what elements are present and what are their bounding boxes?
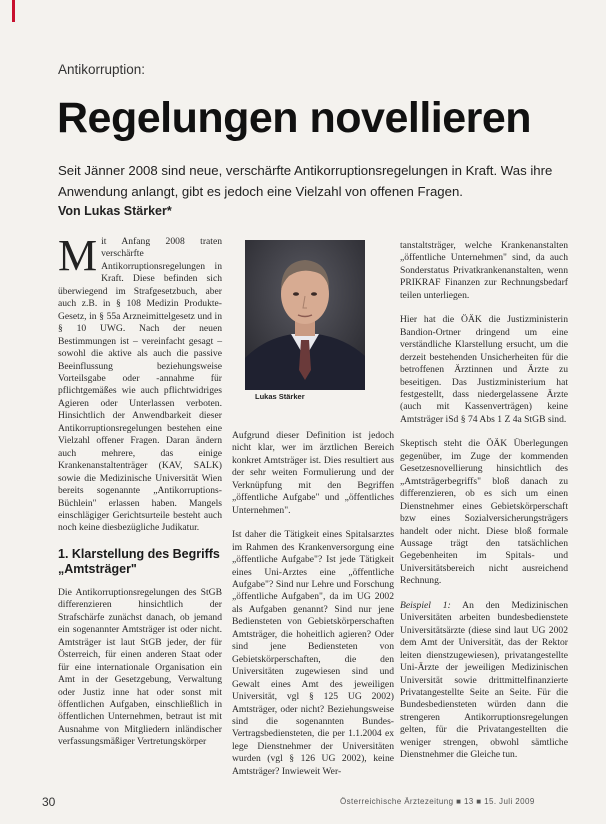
section-kicker: Antikorruption: [58, 62, 146, 77]
column-1 [58, 231, 222, 761]
paragraph: Skeptisch steht die ÖÄK Überlegungen gegenüber, im Zuge der kommenden Gesetzesnovellierung hinsichtlich des „Amtsträgerbegriffs" bloß danach zu differenzieren, ob es sich um einen Dienstnehmer eines Gebietskörperschaft bzw eines Sozialversicherungsträgers handelt oder nicht. Diese bloß formale Aussage trägt den tatsächlichen Gegebenheiten im Spitals- und Universitätsbereich nicht ausreichend Rechnung. [400, 438, 568, 587]
paragraph: Ist daher die Tätigkeit eines Spitalsarztes im Rahmen des Krankenversorgung eine „öffentliche Aufgabe"? Ist jede Tätigkeit eines Uni-Arztes eine „öffentliche Aufgabe"? Sind nur Lehre und Forschung „öffentliche Aufgaben", da im UG 2002 als Aufgaben genannt? Sind nur jene Bediensteten von Gebietskörperschaften Amtsträger, die hoheitlich agieren? Oder sind jene Bediensteten von Gebietskörperschaften, die den Universitäten zugewiesen sind und Gewalt eines Amt des jeweiligen Universität, vgl § 125 UG 2002) Amtsträger, oder nicht? Beziehungsweise sind die sogenannten Bundes-Vertragsbediensteten, die per 1.1.2004 ex lege Dienstnehmer der Universitäten wurden (vgl § 126 UG 2002), keine Amtsträger? Inwieweit Wer- [232, 529, 394, 777]
article-lead: Seit Jänner 2008 sind neue, verschärfte Antikorruptionsregelungen in Kraft. Was ihre Anwendung anlangt, gibt es jedoch eine Vielzahl von offenen Fragen. [58, 163, 553, 199]
paragraph-text: it Anfang 2008 traten verschärfte Antikorruptionsregelungen in Kraft. Diese befinden sich überwiegend im Strafgesetzbuch, aber auch z.B. in § 108 Medizin Produkte-Gesetz, in § 55a Arzneimittelgesetz und in § 10 UWG. Nach der neuen Bestimmungen ist – vereinfacht gesagt – sowohl die aktive als auch die passive Beeinflussung beziehungsweise Vorteilsgabe oder -annahme für pflichtgemäßes wie auch pflichtwidriges Agieren oder Unterlassen verboten. Hinsichtlich der Anwendbarkeit dieser Antikorruptionsregelungen bestehen eine Vielzahl offener Fragen. Daran ändern auch mehrere, das einige Krankenanstaltenträger (KAV, SALK) sowie die Medizinische Universität Wien bereits sogenannte „Antikorruptions-Büchlein" erlassen haben. Mangels einschlägiger Gerichtsurteile besteht auch noch keine diesbezügliche Judikatur. [58, 236, 222, 534]
author-photo [245, 240, 365, 390]
paragraph: Die Antikorruptionsregelungen des StGB differenzieren hinsichtlich der Strafschärfe zunächst danach, ob jemand ein sogenannter Amtsträger ist oder nicht. Amtsträger ist laut StGB jeder, der für Österreich, für einen anderen Staat oder für eine internationale Organisation ein Amt in der Gesetzgebung, Verwaltung oder Justiz inne hat oder sonst mit öffentlichen Aufgaben, einschließlich in öffentlichen Unternehmen, betraut ist mit Ausnahme von Mitgliedern inländischer verfassungsmäßiger Vertretungskörper [58, 586, 222, 748]
article-headline: Regelungen novellieren [57, 94, 532, 142]
section-heading: 1. Klarstellung des Begriffs „Amtsträger" [58, 546, 220, 576]
drop-cap: M [58, 231, 98, 280]
column-2 [232, 430, 394, 790]
example-label: Beispiel 1: [400, 599, 451, 611]
article-author: Von Lukas Stärker* [58, 204, 172, 218]
paragraph: Hier hat die ÖÄK die Justizministerin Bandion-Ortner dringend um eine verständliche Klarstellung ersucht, um die derzeit bestehenden Unsicherheiten für die betroffenen Ärztinnen und Ärzte zu beseitigen. Das Justizministerium hat festgestellt, dass niedergelassene Ärzte (auch mit Kassenverträgen) keine Amtsträger iSd § 74 Abs 1 Z 4a StGB sind. [400, 314, 568, 425]
red-margin-mark [12, 0, 15, 22]
paragraph: Aufgrund dieser Definition ist jedoch nicht klar, wer im ärztlichen Bereich konkret Amtsträger ist. Dies resultiert aus der sehr weiten Formulierung und der Verknüpfung mit den Begriffen „öffentliche Aufgabe" und „öffentliches Unternehmen". [232, 430, 394, 516]
paragraph: tanstaltsträger, welche Krankenanstalten „öffentliche Unternehmen" sind, da auch Sonderstatus Privatkrankenanstalten, wenn PRIKRAF Finanzen zur Rechnungsbedarf teilen unterliegen. [400, 240, 568, 301]
column-3 [400, 240, 568, 774]
paragraph [58, 231, 222, 535]
photo-caption: Lukas Stärker [255, 392, 305, 401]
paragraph-text: An den Medizinischen Universitäten arbeiten bundesbedienstete Universitätsärzte (diese sind laut UG 2002 dem Amt der Universität, das der Rektor leiten dienstzugewiesen), privatangestellte Uni-Ärzte der jeweiligen Medizinischen Universität sowie drittmittelfinanzierte Privatangestellte Seite an Seite. Für die Bundesbediensteten würden dann die strengeren Antikorruptionsregelungen gelten, für die Privatangestellten die weniger strengen, obwohl sämtliche Dienstnehmer die Gleiche tun. [400, 599, 568, 761]
page-number: 30 [42, 795, 56, 809]
page-footer: Österreichische Ärztezeitung ■ 13 ■ 15. Juli 2009 [340, 797, 535, 806]
paragraph [400, 600, 568, 762]
